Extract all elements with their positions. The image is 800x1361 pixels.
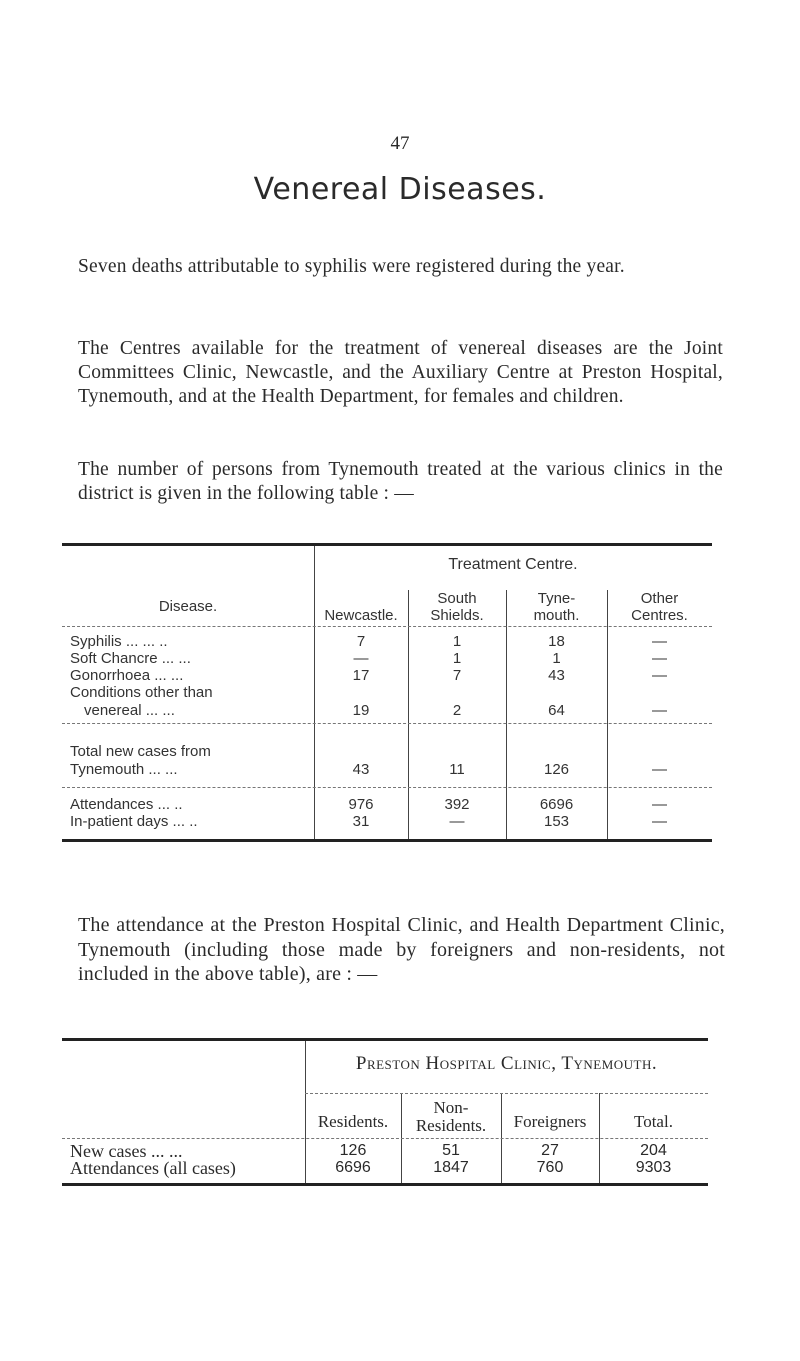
row-label-conditions: Conditions other than (70, 684, 213, 701)
table-cell: — (652, 650, 667, 667)
table-cell: 1 (452, 650, 462, 667)
treatment-centre-header: Treatment Centre. (448, 556, 578, 573)
table-cell: 7 (356, 633, 366, 650)
table-cell: 17 (352, 667, 370, 684)
table-cell: 7 (452, 667, 462, 684)
table-cell: 760 (536, 1159, 564, 1176)
paragraph-table-intro: The number of persons from Tynemouth treated at the various clinics in the district is given in the following table : — (78, 459, 723, 504)
table-cell: 1 (452, 633, 462, 650)
paragraph-attendance: The attendance at the Preston Hospital Clinic, and Health Department Clinic, Tynemouth (including those made by foreigners and non-residents, not included in the above table), are : — (78, 914, 725, 985)
row-label-soft-chancre: Soft Chancre ... ... (70, 650, 191, 667)
col-south-shields-1: South (437, 590, 477, 607)
row-divider (62, 626, 712, 627)
table-cell: — (652, 633, 667, 650)
table-cell: — (652, 813, 667, 830)
table-cell: 11 (449, 761, 465, 778)
row-label-gonorrhoea: Gonorrhoea ... ... (70, 667, 184, 684)
col-total: Total. (634, 1112, 673, 1131)
table-cell: — (353, 650, 369, 667)
table-cell: — (652, 761, 667, 778)
row-divider (305, 1093, 708, 1094)
row-label-conditions-cont: venereal ... ... (84, 702, 175, 719)
col-tynemouth-1: Tyne- (537, 590, 576, 607)
col-non-residents-2: Residents. (415, 1116, 487, 1135)
table-cell: 1 (552, 650, 561, 667)
table-cell: — (652, 796, 667, 813)
col-other-centres-2: Centres. (631, 607, 688, 624)
table-cell: — (652, 702, 667, 719)
table-cell: 204 (640, 1142, 667, 1159)
col-non-residents-1: Non- (433, 1098, 469, 1117)
table-cell: 126 (339, 1142, 367, 1159)
table-cell: 392 (444, 796, 470, 813)
table-cell: — (449, 813, 465, 830)
table-cell: 6696 (539, 796, 574, 813)
row-divider (62, 787, 712, 788)
paragraph-deaths: Seven deaths attributable to syphilis were registered during the year. (78, 256, 625, 277)
table-cell: 43 (548, 667, 565, 684)
row-divider (62, 1138, 708, 1139)
row-label-in-patient-days: In-patient days ... .. (70, 813, 198, 830)
preston-clinic-header: Preston Hospital Clinic, Tynemouth. (355, 1053, 658, 1074)
table-cell: 1847 (433, 1159, 469, 1176)
table-cell: — (652, 667, 667, 684)
row-label-attendances-all: Attendances (all cases) (70, 1158, 236, 1178)
table-cell: 64 (548, 702, 565, 719)
page-number: 47 (390, 133, 410, 154)
table-cell: 153 (543, 813, 570, 830)
row-label-syphilis: Syphilis ... ... .. (70, 633, 168, 650)
col-foreigners: Foreigners (513, 1112, 587, 1131)
disease-header: Disease. (158, 598, 218, 615)
table-cell: 19 (352, 702, 370, 719)
col-south-shields-2: Shields. (430, 607, 484, 624)
col-newcastle: Newcastle. (324, 607, 398, 624)
col-tynemouth-2: mouth. (533, 607, 580, 624)
col-other-centres-1: Other (640, 590, 679, 607)
table-cell: 27 (541, 1142, 559, 1159)
row-label-total-new-cases: Total new cases from (70, 743, 211, 760)
page-title: Venereal Diseases. (253, 172, 547, 207)
table-cell: 126 (543, 761, 570, 778)
table-cell: 6696 (335, 1159, 371, 1176)
table-cell: 2 (452, 702, 462, 719)
table-cell: 43 (352, 761, 370, 778)
row-label-new-cases: New cases ... ... (70, 1141, 183, 1161)
table-cell: 18 (548, 633, 565, 650)
row-label-total-new-cases-cont: Tynemouth ... ... (70, 761, 178, 778)
table-cell: 31 (352, 813, 370, 830)
row-divider (62, 723, 712, 724)
table-cell: 976 (348, 796, 374, 813)
table-cell: 9303 (635, 1159, 672, 1176)
treatment-centre-table (62, 543, 712, 842)
paragraph-centres: The Centres available for the treatment of venereal diseases are the Joint Committees Clinic, Newcastle, and the Auxiliary Centre at Preston Hospital, Tynemouth, and at the Health Department, for females and children. (78, 338, 723, 407)
table-cell: 51 (442, 1142, 460, 1159)
col-residents: Residents. (317, 1112, 389, 1131)
row-label-attendances: Attendances ... .. (70, 796, 183, 813)
